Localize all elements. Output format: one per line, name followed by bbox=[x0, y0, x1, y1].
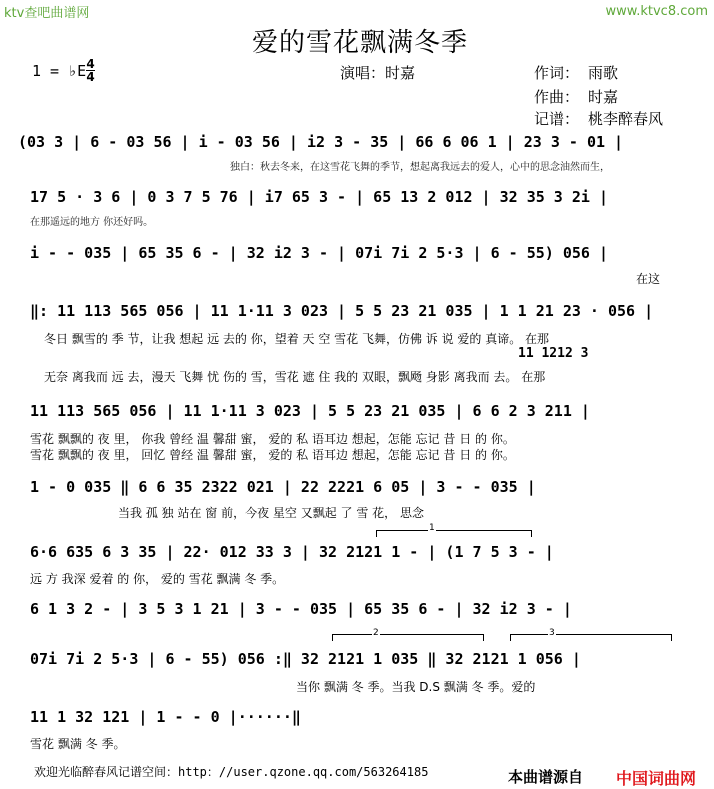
lyric-line-1: 独白：秋去冬来，在这雪花飞舞的季节，想起离我远去的爱人，心中的思念油然而生， bbox=[230, 162, 610, 173]
lyric-line-4a: 冬日 飘雪的 季 节，让我 想起 远 去的 你，望着 天 空 雪花 飞舞，仿佛 诉 说 爱的 真谛。 在那 bbox=[44, 332, 550, 346]
lyric-line-7: 远 方 我深 爱着 的 你， 爱的 雪花 飘满 冬 季。 bbox=[30, 572, 285, 586]
source-label: 本曲谱源自 bbox=[508, 768, 584, 786]
lyricist: 作词： 雨歌 bbox=[534, 64, 619, 82]
alt-notes: 11 1212 3 bbox=[518, 346, 589, 361]
score-row-3: i - - 035 | 65 35 6 - | 32 i2 3 - | 07i 7i 2 5·3 | 6 - 55) 056 | bbox=[30, 244, 608, 262]
watermark-left: ktv查吧曲谱网 bbox=[4, 6, 90, 21]
score-row-2: 17 5 · 3 6 | 0 3 7 5 76 | i7 65 3 - | 65 13 2 012 | 32 35 3 2i | bbox=[30, 188, 608, 206]
lyric-line-5b: 雪花 飘飘的 夜 里， 回忆 曾经 温 馨甜 蜜， 爱的 私 语耳边 想起，怎能 忘记 昔 日 的 你。 bbox=[30, 448, 515, 462]
volta-1-bracket bbox=[376, 530, 532, 537]
volta-2-bracket bbox=[332, 634, 484, 641]
lyric-line-9: 当你 飘满 冬 季。当我 D.S 飘满 冬 季。爱的 bbox=[296, 680, 536, 694]
footer-text: 欢迎光临醉春风记谱空间：http：//user.qzone.qq.com/563264185 bbox=[34, 765, 429, 779]
lyric-line-10: 雪花 飘满 冬 季。 bbox=[30, 737, 126, 751]
lyric-line-2: 在那遥远的地方 你还好吗。 bbox=[30, 217, 154, 228]
key-signature: 1 = ♭E bbox=[32, 62, 87, 80]
song-title: 爱的雪花飘满冬季 bbox=[252, 28, 469, 58]
volta-3-number: 3 bbox=[549, 628, 555, 638]
score-row-9: 07i 7i 2 5·3 | 6 - 55) 056 :‖ 32 2121 1 035 ‖ 32 2121 1 056 | bbox=[30, 650, 581, 668]
time-signature bbox=[86, 58, 95, 83]
score-row-7: 6·6 635 6 3 35 | 22· 012 33 3 | 32 2121 1 - | (1 7 5 3 - | bbox=[30, 543, 554, 561]
lyric-line-4b: 无奈 离我而 远 去，漫天 飞舞 忧 伤的 雪，雪花 遮 住 我的 双眼，飘飏 身影 离我而 去。 在那 bbox=[44, 370, 546, 384]
singer: 演唱：时嘉 bbox=[340, 64, 416, 82]
time-sig-bottom: 4 bbox=[86, 70, 95, 84]
lyric-line-5a: 雪花 飘飘的 夜 里， 你我 曾经 温 馨甜 蜜， 爱的 私 语耳边 想起，怎能 忘记 昔 日 的 你。 bbox=[30, 432, 515, 446]
score-row-10: 11 1 32 121 | 1 - - 0 |······‖ bbox=[30, 708, 301, 726]
score-row-1: (03 3 | 6 - 03 56 | i - 03 56 | i2 3 - 35 | 66 6 06 1 | 23 3 - 01 | bbox=[18, 133, 624, 151]
transcriber: 记谱： 桃李醉春风 bbox=[534, 110, 664, 128]
lyric-line-3: 在这 bbox=[636, 272, 661, 286]
score-row-5: 11 113 565 056 | 11 1·11 3 023 | 5 5 23 21 035 | 6 6 2 3 211 | bbox=[30, 402, 590, 420]
composer: 作曲： 时嘉 bbox=[534, 88, 619, 106]
volta-3-bracket bbox=[510, 634, 672, 641]
score-row-8: 6 1 3 2 - | 3 5 3 1 21 | 3 - - 035 | 65 35 6 - | 32 i2 3 - | bbox=[30, 600, 572, 618]
volta-2-number: 2 bbox=[373, 628, 379, 638]
watermark-right: www.ktvc8.com bbox=[605, 4, 708, 19]
score-row-4: ‖: 11 113 565 056 | 11 1·11 3 023 | 5 5 23 21 035 | 1 1 21 23 · 056 | bbox=[30, 302, 654, 320]
score-row-6: 1 - 0 035 ‖ 6 6 35 2322 021 | 22 2221 6 05 | 3 - - 035 | bbox=[30, 478, 536, 496]
volta-1-number: 1 bbox=[429, 523, 435, 533]
lyric-line-6: 当我 孤 独 站在 窗 前，今夜 星空 又飘起 了 雪 花， 思念 bbox=[118, 506, 424, 520]
time-sig-top: 4 bbox=[86, 57, 95, 71]
source-brand-logo: 中国词曲网 bbox=[616, 769, 697, 788]
